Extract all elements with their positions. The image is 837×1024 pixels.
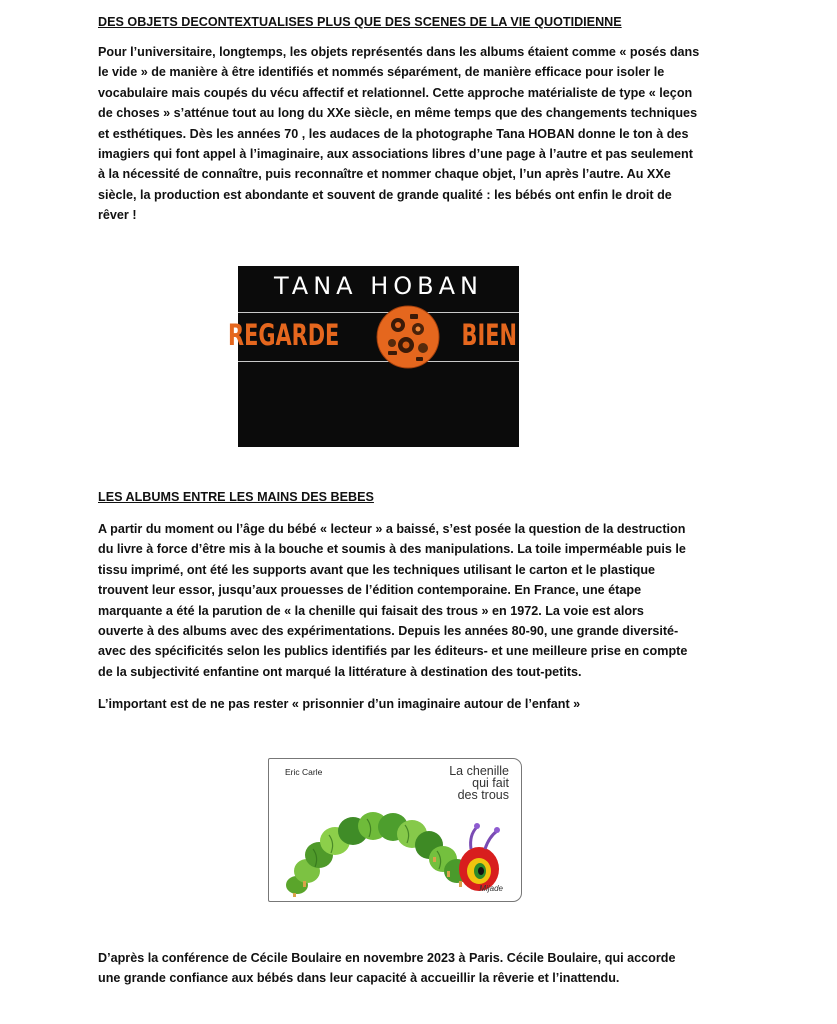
cover-title-line: des trous — [457, 788, 509, 802]
paragraph-line: à la nécessité de connaître, puis reconnaître et nommer chaque objet, l’un après l’autre. Au XXe — [98, 167, 671, 182]
cover-title — [449, 765, 509, 801]
cover-title-left: REGARDE — [228, 318, 340, 352]
paragraph-line: le vide » de manière à être identifiés et nommés séparément, de manière efficace pour isoler le — [98, 65, 665, 80]
paragraph-line: de la subjectivité enfantine ont marqué la littérature à destination des tout-petits. — [98, 664, 582, 679]
paragraph-line: avec des spécificités selon les publics identifiés par les éditeurs- et une meilleure prise en compte — [98, 644, 688, 659]
paragraph-objets — [98, 42, 738, 226]
paragraph-albums — [98, 519, 738, 682]
paragraph-line: et esthétiques. Dès les années 70 , les audaces de la photographe Tana HOBAN donne le ton à des — [98, 126, 689, 141]
cover-author: TANA HOBAN — [274, 272, 483, 300]
quote-line: L’important est de ne pas rester « prisonnier d’un imaginaire autour de l’enfant » — [98, 697, 581, 711]
cover-title-line: La chenille — [449, 764, 509, 778]
paragraph-line: marquante a été la parution de « la chenille qui faisait des trous » en 1972. La voie est alors — [98, 603, 644, 618]
book-cover-regarde-bien — [228, 266, 519, 447]
footer-line: une grande confiance aux bébés dans leur capacité à accueillir la rêverie et l’inattendu. — [98, 971, 620, 986]
book-cover-la-chenille — [268, 758, 522, 902]
footer-paragraph — [98, 948, 738, 989]
paragraph-line: ouverte à des albums avec des expérimentations. Depuis les années 80-90, une grande diversité- — [98, 624, 679, 639]
paragraph-line: trouvent leur essor, jusqu’aux prouesses de l’édition contemporaine. En France, une étape — [98, 583, 642, 598]
paragraph-line: de choses » s’atténue tout au long du XXe siècle, en même temps que des changements techniques — [98, 106, 698, 121]
cover-title-line: qui fait — [472, 776, 509, 790]
paragraph-line: rêver ! — [98, 208, 137, 223]
paragraph-line: du livre à force d’être mis à la bouche et soumis à des manipulations. La toile imperméable puis le — [98, 542, 686, 557]
paragraph-line: vocabulaire mais coupés du vécu affectif et relationnel. Cette approche matérialiste de type « leçon — [98, 85, 693, 100]
section-heading-objets: DES OBJETS DECONTEXTUALISES PLUS QUE DES SCENES DE LA VIE QUOTIDIENNE — [98, 15, 622, 29]
paragraph-line: siècle, la production est abondante et souvent de grande qualité : les bébés ont enfin le droit de — [98, 187, 672, 202]
cover-title-right: BIEN — [461, 318, 517, 352]
quote-paragraph — [98, 694, 738, 714]
paragraph-line: Pour l’universitaire, longtemps, les objets représentés dans les albums étaient comme « posés dans — [98, 45, 700, 59]
footer-line: D’après la conférence de Cécile Boulaire en novembre 2023 à Paris. Cécile Boulaire, qui accorde — [98, 951, 676, 965]
cover-author: Eric Carle — [285, 767, 323, 777]
cover-photo-disc — [376, 305, 440, 369]
paragraph-line: A partir du moment ou l’âge du bébé « lecteur » a baissé, s’est posée la question de la destruction — [98, 522, 686, 536]
caterpillar-illustration — [283, 799, 513, 897]
paragraph-line: tissu imprimé, ont été les supports avant que les techniques utilisant le carton et le plastique — [98, 562, 656, 577]
paragraph-line: imagiers qui font appel à l’imaginaire, aux associations libres d’une page à l’autre et pas seulement — [98, 147, 693, 162]
cover-publisher: Mijade — [479, 884, 503, 893]
section-heading-albums: LES ALBUMS ENTRE LES MAINS DES BEBES — [98, 490, 374, 504]
